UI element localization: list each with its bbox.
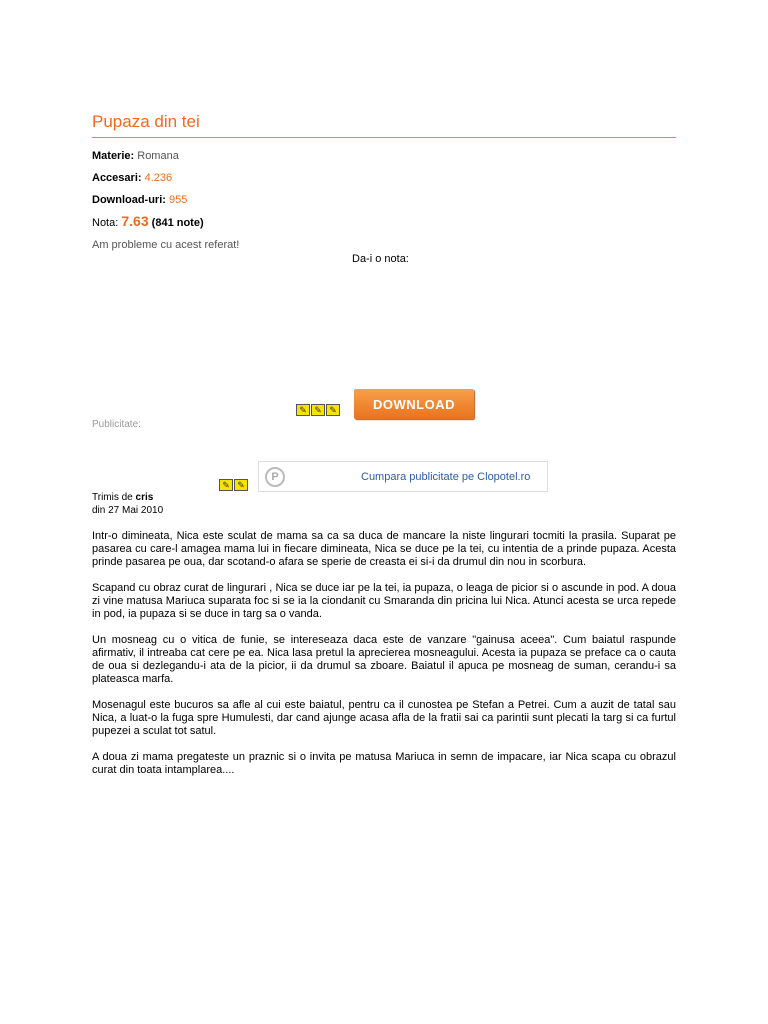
rating-star-icon[interactable]: ✎ (326, 404, 340, 416)
paragraph: Mosenagul este bucuros sa afle al cui este baiatul, pentru ca il cunostea pe Stefan a Petrei. Cum a auzit de tatal sau Nica, a luat-o la fuga spre Humulesti, dar cand ajunge acasa afla de la fratii sai ca parintii sunt plecati la targ si ca furtul pupezei a sculat tot satul. (92, 699, 676, 737)
materie-label: Materie: (92, 150, 135, 162)
nota-label: Nota: (92, 217, 119, 229)
rating-star-icon[interactable]: ✎ (234, 479, 248, 491)
ad-banner[interactable] (258, 461, 548, 492)
rating-star-icon[interactable]: ✎ (219, 479, 233, 491)
download-button[interactable]: DOWNLOAD (354, 389, 474, 419)
paragraph: Un mosneag cu o vitica de funie, se intereseaza daca este de vanzare "gainusa aceea". Cum baiatul raspunde afirmativ, il intreaba cat cere pe ea. Nica lasa pretul la aprecierea mosneagului. Acesta ia pupaza se preface ca o cauta de oua si dezlegandu-i ata de la picior, ii da drumul sa zboare. Baiatul il apuca pe mosneag de suman, cerandu-i sa plateasca marfa. (92, 634, 676, 685)
article-body (92, 530, 676, 790)
publicitate-label: Publicitate: (92, 419, 141, 430)
report-problem-link[interactable]: Am probleme cu acest referat! (92, 239, 240, 251)
rating-stars-top[interactable] (296, 404, 340, 416)
materie-value[interactable]: Romana (137, 150, 179, 162)
nota-row (92, 213, 204, 229)
paragraph: Scapand cu obraz curat de lingurari , Nica se duce iar pe la tei, ia pupaza, o leaga de picior si o ascunde in pod. A doua zi vine matusa Mariuca suparata foc si se ia la ciondanit cu Smaranda din pricina lui Nica. Atunci acesta se urca repede in pod, ia pupaza si se duce in targ sa o vanda. (92, 582, 676, 620)
page-title: Pupaza din tei (92, 112, 676, 138)
accesari-row (92, 172, 172, 184)
materie-row (92, 150, 179, 162)
accesari-label: Accesari: (92, 172, 142, 184)
rating-star-icon[interactable]: ✎ (311, 404, 325, 416)
rate-label: Da-i o nota: (352, 253, 409, 265)
download-count-label: Download-uri: (92, 194, 166, 206)
publicity-p-icon: P (265, 467, 285, 487)
download-count-row (92, 194, 187, 206)
rating-star-icon[interactable]: ✎ (296, 404, 310, 416)
paragraph: Intr-o dimineata, Nica este sculat de mama sa ca sa duca de mancare la niste lingurari tocmiti la prasila. Suparat pe pasarea cu care-l amagea mama lui in fiecare dimineata, Nica se duce pe la tei, cu intentia de a prinde pupaza. Acesta prinde pasarea pe oua, dar scotand-o afara se sperie de creasta ei si-i da drumul din nou in scorbura. (92, 530, 676, 568)
ad-link[interactable]: Cumpara publicitate pe Clopotel.ro (361, 470, 531, 483)
rating-stars-bottom[interactable] (219, 479, 248, 491)
download-count-value: 955 (169, 194, 188, 206)
sent-by-label: Trimis de (92, 492, 133, 503)
sent-date: din 27 Mai 2010 (92, 505, 164, 516)
paragraph: A doua zi mama pregateste un praznic si o invita pe matusa Mariuca in semn de impacare, iar Nica scapa cu obrazul curat din toata intamplarea.... (92, 751, 676, 776)
accesari-value: 4.236 (144, 172, 173, 184)
nota-value: 7.63 (121, 213, 149, 229)
nota-count: (841 note) (151, 217, 204, 229)
sent-by-line (92, 491, 163, 504)
sent-by-block (92, 491, 163, 517)
sent-by-name: cris (135, 492, 154, 503)
